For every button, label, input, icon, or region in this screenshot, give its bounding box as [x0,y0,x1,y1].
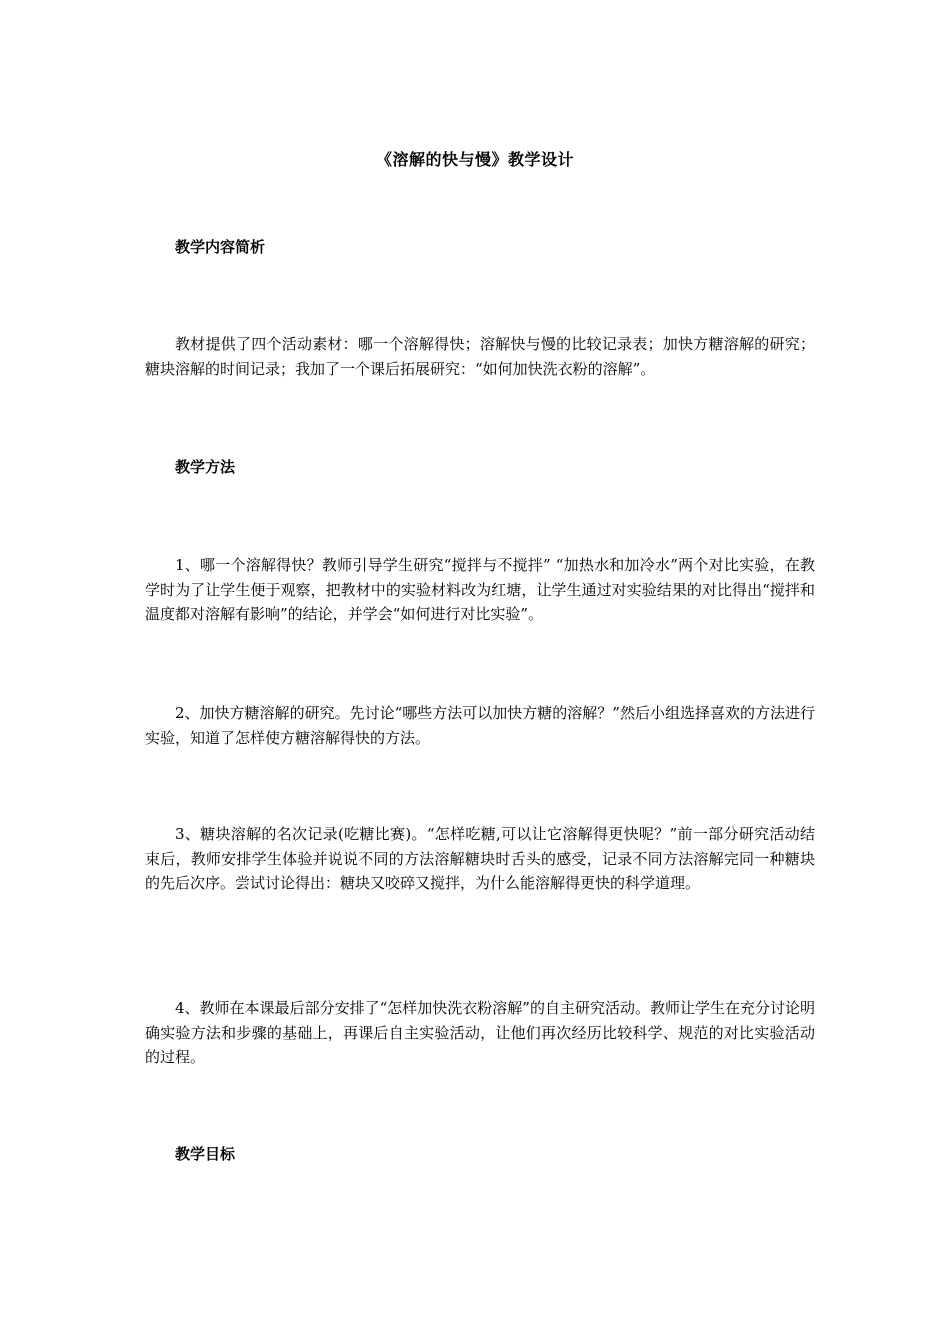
paragraph-method-2: 2、加快方糖溶解的研究。先讨论“哪些方法可以加快方糖的溶解？”然后小组选择喜欢的方法进行实验，知道了怎样使方糖溶解得快的方法。 [145,704,815,747]
section-heading-teaching-objectives: 教学目标 [175,1145,236,1163]
paragraph-method-3: 3、糖块溶解的名次记录(吃糖比赛)。“怎样吃糖,可以让它溶解得更快呢？”前一部分研究活动结束后，教师安排学生体验并说说不同的方法溶解糖块时舌头的感受，记录不同方法溶解完同一种糖块的先后次序。尝试讨论得出：糖块又咬碎又搅拌，为什么能溶解得更快的科学道理。 [145,825,815,892]
document-title: 《溶解的快与慢》教学设计 [375,150,574,169]
paragraph-method-4: 4、教师在本课最后部分安排了“怎样加快洗衣粉溶解”的自主研究活动。教师让学生在充分讨论明确实验方法和步骤的基础上，再课后自主实验活动，让他们再次经历比较科学、规范的对比实验活动的过程。 [145,999,815,1066]
section-heading-teaching-methods: 教学方法 [175,458,236,476]
paragraph-content-analysis: 教材提供了四个活动素材：哪一个溶解得快；溶解快与慢的比较记录表；加快方糖溶解的研究；糖块溶解的时间记录；我加了一个课后拓展研究：“如何加快洗衣粉的溶解”。 [145,335,815,378]
paragraph-method-1: 1、哪一个溶解得快？教师引导学生研究“搅拌与不搅拌” “加热水和加冷水”两个对比实验，在教学时为了让学生便于观察，把教材中的实验材料改为红塘，让学生通过对实验结果的对比得出“搅拌和温度都对溶解有影响”的结论，并学会“如何进行对比实验”。 [145,556,815,623]
section-heading-content-analysis: 教学内容简析 [175,238,266,256]
